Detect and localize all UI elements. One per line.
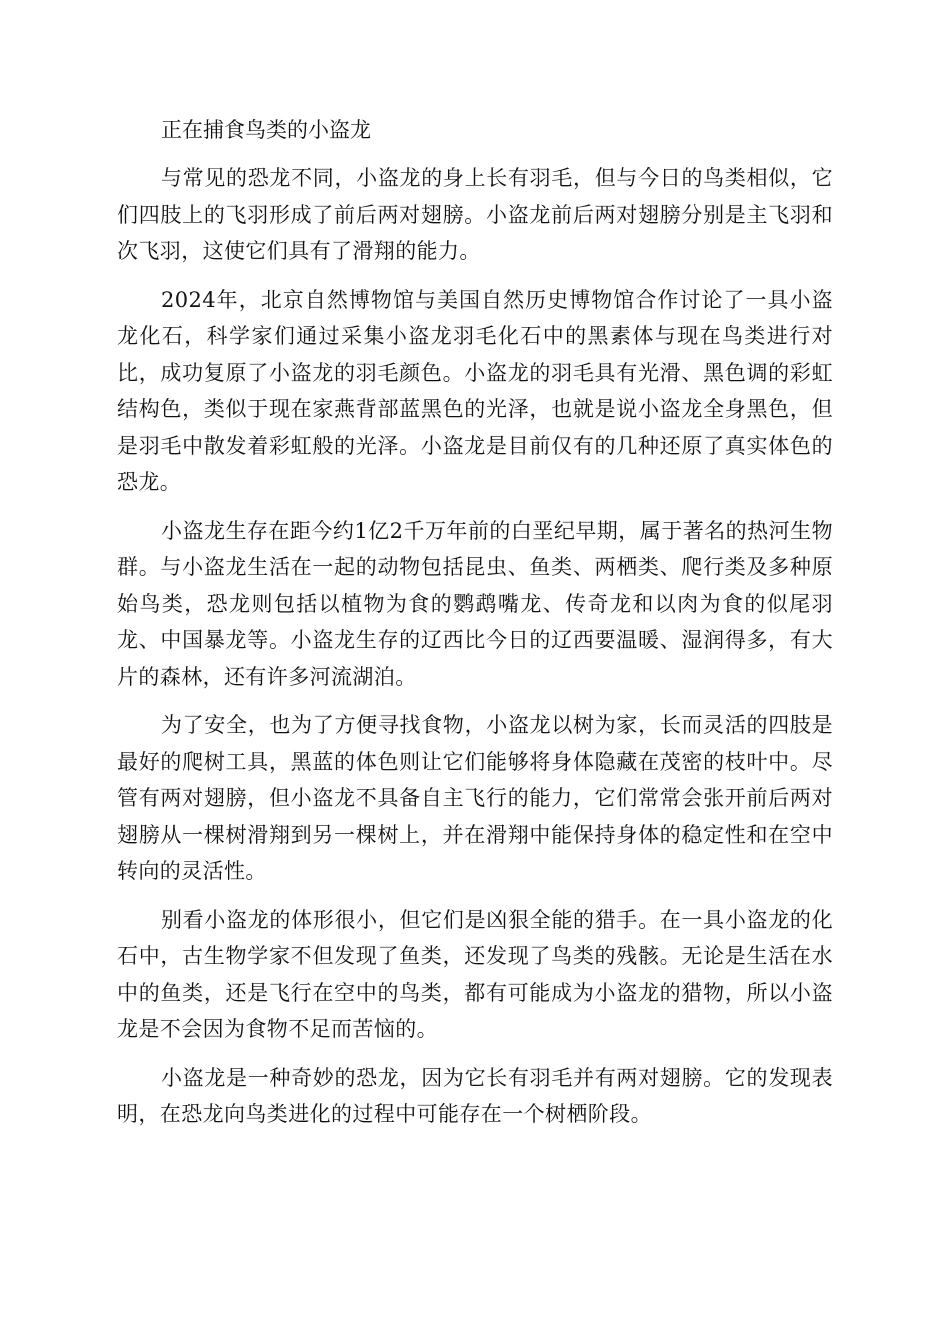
paragraph-1: 与常见的恐龙不同，小盗龙的身上长有羽毛，但与今日的鸟类相似，它们四肢上的飞羽形成了前后两对翅膀。小盗龙前后两对翅膀分别是主飞羽和次飞羽，这使它们具有了滑翔的能力。 xyxy=(117,166,833,263)
paragraph-4: 为了安全，也为了方便寻找食物，小盗龙以树为家，长而灵活的四肢是最好的爬树工具，黑蓝的体色则让它们能够将身体隐藏在茂密的枝叶中。尽管有两对翅膀，但小盗龙不具备自主飞行的能力，它们常常会张开前后两对翅膀从一棵树滑翔到另一棵树上，并在滑翔中能保持身体的稳定性和在空中转向的灵活性。 xyxy=(117,713,833,883)
paragraph-6: 小盗龙是一种奇妙的恐龙，因为它长有羽毛并有两对翅膀。它的发现表明，在恐龙向鸟类进化的过程中可能存在一个树栖阶段。 xyxy=(117,1065,833,1126)
document-page xyxy=(117,108,833,1133)
paragraph-3: 小盗龙生存在距今约1亿2千万年前的白垩纪早期，属于著名的热河生物群。与小盗龙生活在一起的动物包括昆虫、鱼类、两栖类、爬行类及多种原始鸟类，恐龙则包括以植物为食的鹦鹉嘴龙、传奇龙和以肉为食的似尾羽龙、中国暴龙等。小盗龙生存的辽西比今日的辽西要温暖、湿润得多，有大片的森林，还有许多河流湖泊。 xyxy=(117,518,833,689)
image-caption: 正在捕食鸟类的小盗龙 xyxy=(161,118,371,142)
paragraph-5: 别看小盗龙的体形很小，但它们是凶狠全能的猎手。在一具小盗龙的化石中，古生物学家不但发现了鱼类，还发现了鸟类的残骸。无论是生活在水中的鱼类，还是飞行在空中的鸟类，都有可能成为小盗龙的猎物，所以小盗龙是不会因为食物不足而苦恼的。 xyxy=(117,907,833,1041)
paragraph-2: 2024年，北京自然博物馆与美国自然历史博物馆合作讨论了一具小盗龙化石，科学家们通过采集小盗龙羽毛化石中的黑素体与现在鸟类进行对比，成功复原了小盗龙的羽毛颜色。小盗龙的羽毛具有光滑、黑色调的彩虹结构色，类似于现在家燕背部蓝黑色的光泽，也就是说小盗龙全身黑色，但是羽毛中散发着彩虹般的光泽。小盗龙是目前仅有的几种还原了真实体色的恐龙。 xyxy=(117,287,833,494)
